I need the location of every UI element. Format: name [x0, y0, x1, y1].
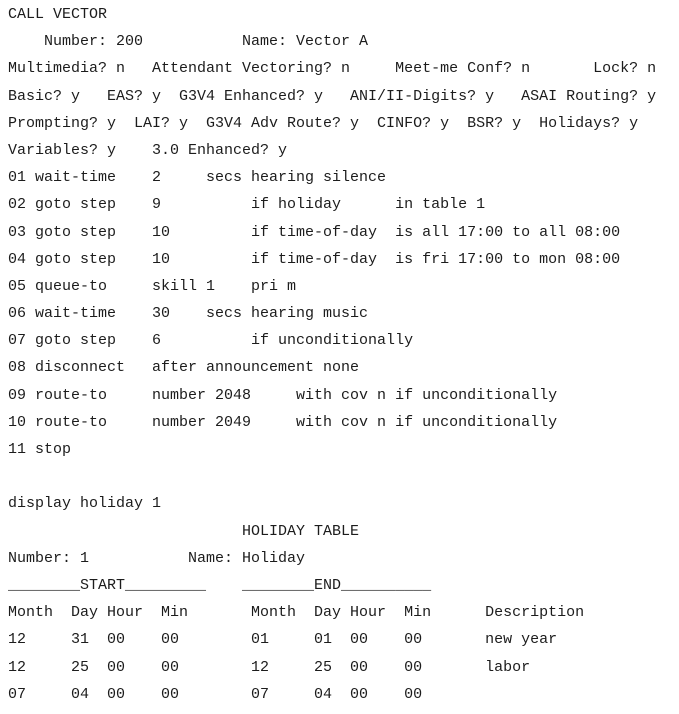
vector-step-03: 03 goto step 10 if time-of-day is all 17:00 to all 08:00	[8, 223, 621, 241]
vector-step-06: 06 wait-time 30 secs hearing music	[8, 305, 369, 323]
vector-step-09: 09 route-to number 2048 with cov n if unconditionally	[8, 386, 558, 404]
holiday-start-end-rule: ________START_________ ________END__________	[8, 576, 432, 594]
holiday-number-name-line: Number: 1 Name: Holiday	[8, 549, 306, 567]
vector-flags-line-3: Prompting? y LAI? y G3V4 Adv Route? y CINFO? y BSR? y Holidays? y	[8, 114, 639, 132]
vector-flags-line-4: Variables? y 3.0 Enhanced? y	[8, 141, 288, 159]
section-separator	[8, 463, 679, 490]
display-holiday-command: display holiday 1	[8, 495, 162, 513]
vector-step-08: 08 disconnect after announcement none	[8, 359, 360, 377]
vector-step-04: 04 goto step 10 if time-of-day is fri 17:00 to mon 08:00	[8, 250, 621, 268]
vector-step-07: 07 goto step 6 if unconditionally	[8, 332, 414, 350]
holiday-table-title: HOLIDAY TABLE	[8, 522, 360, 540]
vector-flags-line-2: Basic? y EAS? y G3V4 Enhanced? y ANI/II-Digits? y ASAI Routing? y	[8, 87, 657, 105]
holiday-row-3: 07 04 00 00 07 04 00 00	[8, 685, 423, 703]
holiday-row-2: 12 25 00 00 12 25 00 00 labor	[8, 658, 531, 676]
vector-step-02: 02 goto step 9 if holiday in table 1	[8, 196, 486, 214]
vector-step-05: 05 queue-to skill 1 pri m	[8, 277, 297, 295]
call-vector-title: CALL VECTOR	[8, 6, 108, 23]
vector-step-11: 11 stop	[8, 441, 72, 458]
vector-flags-line-1: Multimedia? n Attendant Vectoring? n Meet-me Conf? n Lock? n	[8, 60, 657, 78]
vector-step-01: 01 wait-time 2 secs hearing silence	[8, 169, 387, 187]
vector-number-name-line: Number: 200 Name: Vector A	[8, 33, 369, 51]
holiday-row-1: 12 31 00 00 01 01 00 00 new year	[8, 631, 558, 649]
holiday-columns-header: Month Day Hour Min Month Day Hour Min Description	[8, 604, 585, 622]
vector-step-10: 10 route-to number 2049 with cov n if unconditionally	[8, 413, 558, 431]
